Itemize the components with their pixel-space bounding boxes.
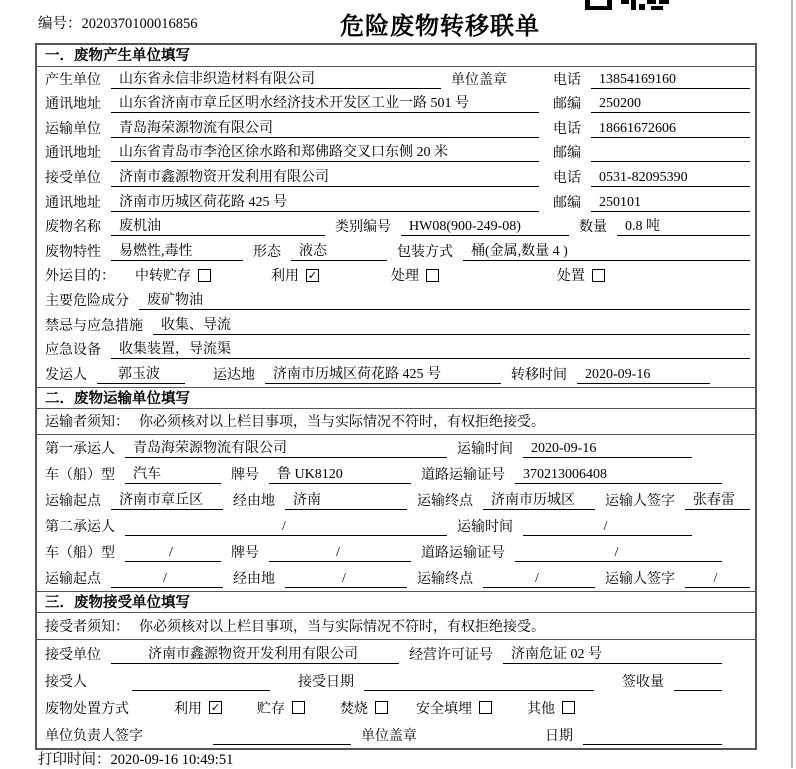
producer-unit-value: 山东省永信非织造材料有限公司 — [111, 68, 441, 89]
print-time-label: 打印时间： — [38, 752, 111, 768]
vehicle-type1-value: 汽车 — [125, 463, 221, 484]
emergency-measures-label: 禁忌与应急措施 — [45, 318, 143, 334]
section3-body — [37, 613, 755, 748]
row-receiver-unit — [37, 165, 755, 190]
waste-form-label: 形态 — [253, 244, 281, 260]
producer-phone-label: 电话 — [553, 72, 581, 88]
emergency-measures-value: 收集、导流 — [153, 314, 750, 335]
section3-title: 三．废物接受单位填写 — [37, 591, 755, 613]
transport-zip-value — [591, 161, 750, 162]
row-producer-unit — [37, 67, 755, 92]
producer-phone-value: 13854169160 — [591, 72, 750, 89]
transport-address-value: 山东省青岛市李沧区徐水路和郑佛路交叉口东侧 20 米 — [111, 141, 539, 162]
disposal-option-landfill: 安全填埋 — [416, 698, 492, 718]
dispatcher-value: 郭玉波 — [97, 363, 185, 384]
route2-sign-value: / — [685, 571, 750, 588]
waste-traits-label: 废物特性 — [45, 244, 101, 260]
receiver-notice-label: 接受者须知： — [45, 619, 129, 635]
producer-zip-value: 250200 — [591, 96, 750, 113]
row-waste-traits — [37, 239, 755, 264]
disposal-incinerate-checkbox — [375, 701, 388, 714]
route2-via-label: 经由地 — [233, 571, 275, 587]
accept-date-label: 接受日期 — [298, 674, 354, 690]
main-hazard-label: 主要危险成分 — [45, 293, 129, 309]
signoff-date-label: 日期 — [545, 728, 573, 744]
transport-zip-label: 邮编 — [553, 146, 581, 162]
signed-qty-value — [674, 690, 722, 691]
receiver-phone-value: 0531-82095390 — [591, 170, 750, 187]
row-emergency-measures — [37, 313, 755, 338]
plate2-label: 牌号 — [231, 545, 259, 561]
disposal-option-storage: 贮存 — [257, 698, 305, 718]
row-transport-unit — [37, 116, 755, 141]
route2-start-label: 运输起点 — [45, 571, 101, 587]
receiver-unit-label: 接受单位 — [45, 170, 101, 186]
license-label: 经营许可证号 — [409, 647, 493, 663]
route2-end-label: 运输终点 — [417, 571, 473, 587]
transport-time2-label: 运输时间 — [457, 519, 513, 535]
unit-stamp2-label: 单位盖章 — [361, 728, 417, 744]
unit-stamp-label: 单位盖章 — [451, 72, 507, 88]
disposal-utilize-checkbox: ✓ — [210, 701, 221, 715]
row-disposal-method — [37, 694, 755, 721]
accepting-unit-value: 济南市鑫源物资开发利用有限公司 — [111, 643, 399, 664]
row-transporter-notice — [37, 409, 755, 435]
receiver-unit-value: 济南市鑫源物资开发利用有限公司 — [111, 166, 539, 187]
second-carrier-label: 第二承运人 — [45, 519, 115, 535]
transporter-notice-label: 运输者须知： — [45, 415, 129, 431]
vehicle-type1-label: 车（船）型 — [45, 467, 115, 483]
permit1-value: 370213006408 — [515, 467, 722, 484]
waste-form-value: 液态 — [291, 240, 387, 261]
route1-start-label: 运输起点 — [45, 493, 101, 509]
waste-category-label: 类别编号 — [335, 220, 391, 236]
page-title: 危险废物转移联单 — [340, 13, 540, 40]
permit1-label: 道路运输证号 — [421, 467, 505, 483]
section2-title: 二．废物运输单位填写 — [37, 387, 755, 409]
vehicle-type2-value: / — [125, 545, 221, 562]
manifest-form — [35, 43, 757, 750]
receiver-address-label: 通讯地址 — [45, 195, 101, 211]
second-carrier-value: / — [125, 519, 447, 536]
purpose-option-storage: 中转贮存 — [135, 265, 211, 285]
treat-checkbox — [426, 269, 439, 282]
route1-end-value: 济南市历城区 — [483, 489, 595, 510]
route2-start-value: / — [111, 571, 223, 588]
section1-body — [37, 67, 755, 387]
row-receiver-notice — [37, 613, 755, 640]
utilize-checkbox: ✓ — [307, 268, 318, 282]
producer-zip-label: 邮编 — [553, 97, 581, 113]
disposal-landfill-checkbox — [479, 701, 492, 714]
route1-start-value: 济南市章丘区 — [111, 489, 223, 510]
dispose-checkbox — [592, 269, 605, 282]
route1-via-value: 济南 — [285, 489, 407, 510]
route2-via-value: / — [285, 571, 407, 588]
disposal-option-utilize: 利用 ✓ — [174, 701, 221, 717]
transfer-time-label: 转移时间 — [511, 367, 567, 383]
dispatcher-label: 发运人 — [45, 367, 87, 383]
responsible-sign-label: 单位负责人签字 — [45, 728, 143, 744]
packing-label: 包装方式 — [397, 244, 453, 260]
transfer-time-value: 2020-09-16 — [577, 367, 710, 384]
producer-address-label: 通讯地址 — [45, 97, 101, 113]
route1-via-label: 经由地 — [233, 493, 275, 509]
serial-label: 编号： — [38, 16, 82, 32]
packing-value: 桶(金属,数量 4 ) — [463, 240, 750, 261]
producer-address-value: 山东省济南市章丘区明水经济技术开发区工业一路 501 号 — [111, 92, 539, 113]
row-route2 — [37, 565, 755, 591]
plate2-value: / — [269, 545, 411, 562]
disposal-storage-checkbox — [292, 701, 305, 714]
transport-address-label: 通讯地址 — [45, 146, 101, 162]
signoff-date-value — [583, 744, 722, 745]
transport-unit-value: 青岛海荣源物流有限公司 — [111, 117, 539, 138]
route2-sign-label: 运输人签字 — [605, 571, 675, 587]
main-hazard-value: 废矿物油 — [139, 289, 750, 310]
row-dispatch — [37, 362, 755, 387]
page-right-edge — [791, 0, 793, 768]
route1-sign-label: 运输人签字 — [605, 493, 675, 509]
producer-unit-label: 产生单位 — [45, 72, 101, 88]
row-vehicle1 — [37, 461, 755, 487]
row-main-hazard — [37, 288, 755, 313]
plate1-value: 鲁 UK8120 — [269, 463, 411, 484]
waste-name-label: 废物名称 — [45, 220, 101, 236]
print-time — [38, 748, 233, 769]
receiver-address-value: 济南市历城区荷花路 425 号 — [111, 191, 539, 212]
row-accepting-unit — [37, 640, 755, 667]
waste-category-value: HW08(900-249-08) — [401, 219, 569, 236]
row-emergency-equipment — [37, 338, 755, 363]
transfer-purpose-label: 外运目的： — [45, 269, 115, 285]
signed-qty-label: 签收量 — [622, 674, 664, 690]
row-producer-address — [37, 92, 755, 117]
receiver-notice-text: 你必须核对以上栏目事项，当与实际情况不符时，有权拒绝接受。 — [139, 619, 545, 635]
section2-body — [37, 409, 755, 591]
receiver-zip-label: 邮编 — [553, 195, 581, 211]
destination-label: 运达地 — [213, 367, 255, 383]
transport-phone-value: 18661672606 — [591, 121, 750, 138]
route1-sign-value: 张春雷 — [685, 489, 750, 510]
accepting-unit-label: 接受单位 — [45, 647, 101, 663]
row-route1 — [37, 487, 755, 513]
vehicle-type2-label: 车（船）型 — [45, 545, 115, 561]
destination-value: 济南市历城区荷花路 425 号 — [265, 363, 501, 384]
transport-time1-label: 运输时间 — [457, 441, 513, 457]
emergency-equipment-label: 应急设备 — [45, 343, 101, 359]
row-vehicle2 — [37, 539, 755, 565]
route2-end-value: / — [483, 571, 595, 588]
row-acceptor — [37, 667, 755, 694]
print-time-value: 2020-09-16 10:49:51 — [110, 752, 234, 768]
row-first-carrier — [37, 435, 755, 461]
first-carrier-label: 第一承运人 — [45, 441, 115, 457]
acceptor-label: 接受人 — [45, 674, 87, 690]
row-transport-address — [37, 141, 755, 166]
disposal-option-other: 其他 — [527, 698, 575, 718]
section1-title: 一．废物产生单位填写 — [37, 45, 755, 67]
waste-traits-value: 易燃性,毒性 — [111, 240, 243, 261]
transport-time2-value: / — [523, 519, 692, 536]
plate1-label: 牌号 — [231, 467, 259, 483]
waste-qty-label: 数量 — [579, 220, 607, 236]
row-receiver-address — [37, 190, 755, 215]
transport-unit-label: 运输单位 — [45, 121, 101, 137]
row-waste-name — [37, 215, 755, 240]
permit2-label: 道路运输证号 — [421, 545, 505, 561]
storage-checkbox — [198, 269, 211, 282]
first-carrier-value: 青岛海荣源物流有限公司 — [125, 437, 447, 458]
purpose-option-treat: 处理 — [391, 265, 439, 285]
receiver-phone-label: 电话 — [553, 170, 581, 186]
serial-value: 2020370100016856 — [81, 16, 198, 32]
permit2-value: / — [515, 545, 722, 562]
transport-phone-label: 电话 — [553, 121, 581, 137]
row-second-carrier — [37, 513, 755, 539]
emergency-equipment-value: 收集装置，导流渠 — [111, 338, 750, 359]
route1-end-label: 运输终点 — [417, 493, 473, 509]
row-transfer-purpose — [37, 264, 755, 289]
disposal-option-incinerate: 焚烧 — [340, 698, 388, 718]
transport-time1-value: 2020-09-16 — [523, 441, 692, 458]
row-signoff — [37, 721, 755, 748]
qr-code-fragment-icon — [585, 0, 669, 16]
acceptor-value — [132, 690, 270, 691]
disposal-method-label: 废物处置方式 — [45, 701, 129, 717]
waste-name-value: 废机油 — [111, 215, 325, 236]
waste-qty-value: 0.8 吨 — [617, 215, 750, 236]
disposal-other-checkbox — [562, 701, 575, 714]
accept-date-value — [364, 690, 594, 691]
license-value: 济南危证 02 号 — [503, 643, 722, 664]
responsible-sign-value — [213, 744, 351, 745]
purpose-option-utilize: 利用 ✓ — [271, 268, 318, 285]
receiver-zip-value: 250101 — [591, 195, 750, 212]
transporter-notice-text: 你必须核对以上栏目事项，当与实际情况不符时，有权拒绝接受。 — [139, 415, 545, 431]
purpose-option-dispose: 处置 — [557, 265, 605, 285]
